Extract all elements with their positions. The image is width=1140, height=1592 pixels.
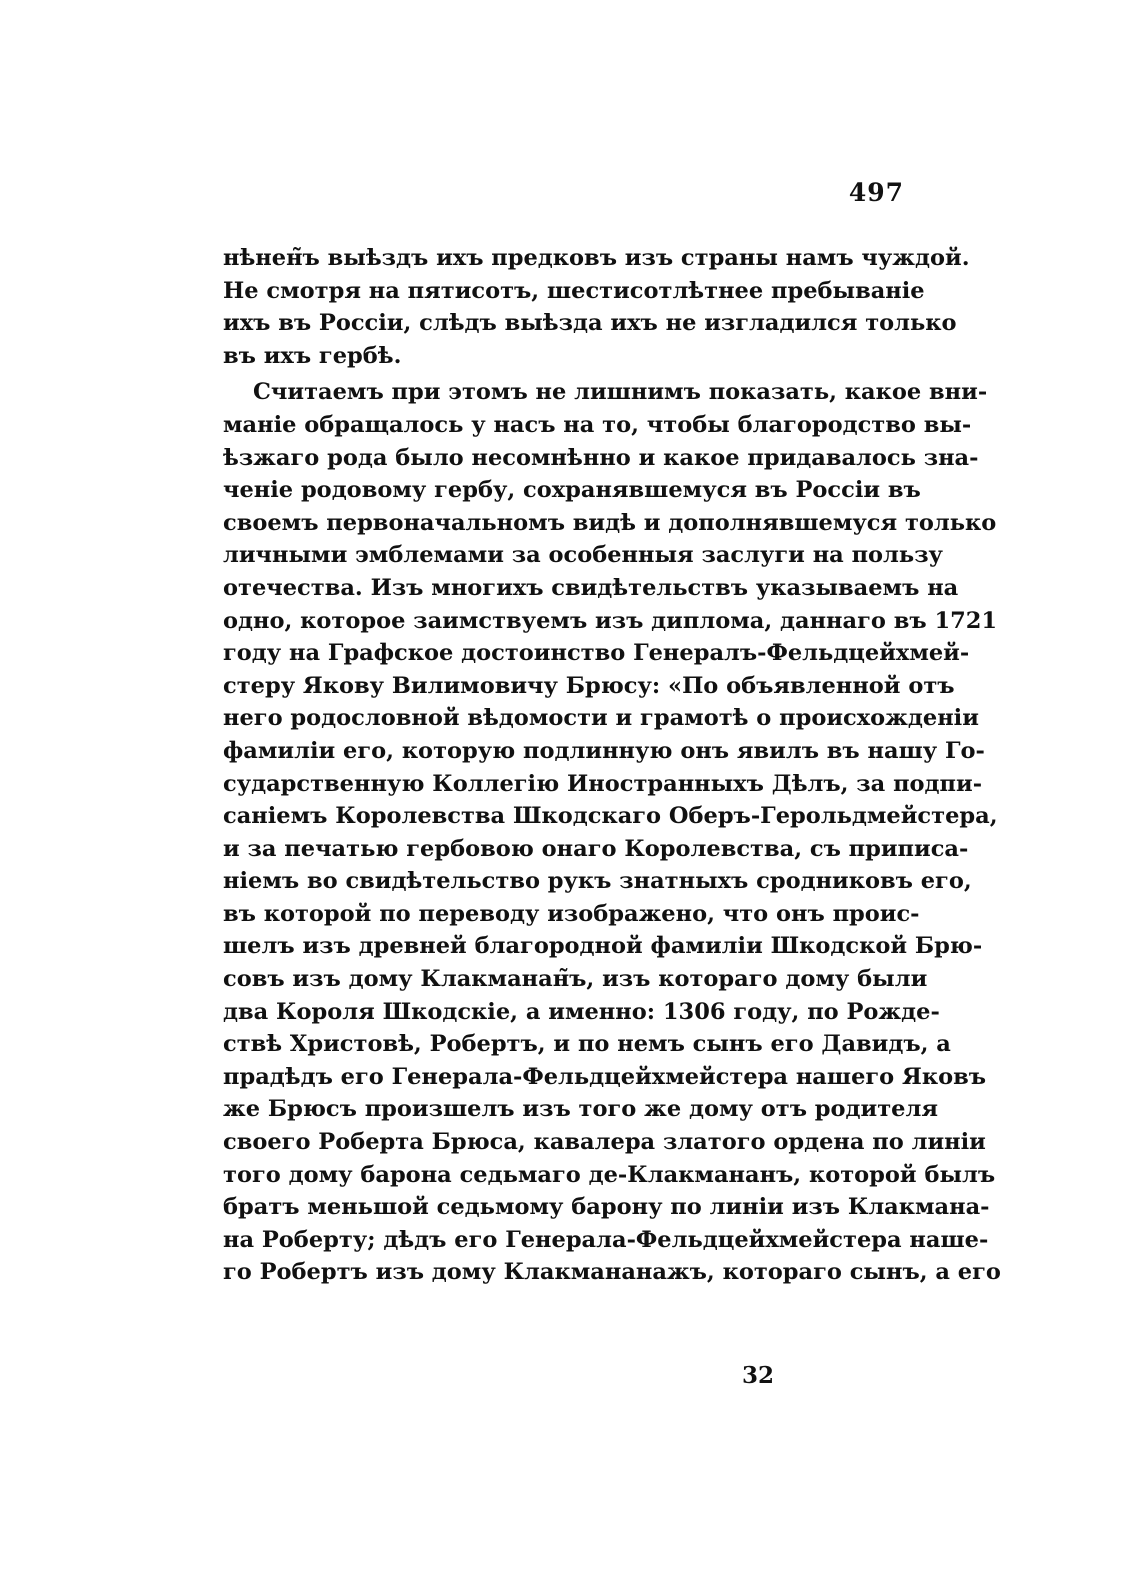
text-line: два Короля Шкодскіе, а именно: 1306 году, по Рожде-: [223, 998, 940, 1025]
text-line: саніемъ Королевства Шкодскаго Оберъ-Герольдмейстера,: [223, 803, 998, 830]
text-line: году на Графское достоинство Генералъ-Фельдцейхмей-: [223, 640, 970, 667]
paragraph-1: [223, 242, 970, 372]
text-line: сударственную Коллегію Иностранныхъ Дѣлъ, за подпи-: [223, 770, 983, 797]
paragraph-2: [223, 376, 1001, 1289]
text-line: стеру Якову Вилимовичу Брюсу: «По объявленной отъ: [223, 672, 955, 699]
signature-mark: 32: [742, 1362, 775, 1389]
text-line: ихъ въ Россіи, слѣдъ выѣзда ихъ не изгладился только: [223, 310, 957, 337]
text-line: того дому барона седьмаго де-Клакмананъ, которой былъ: [223, 1161, 996, 1188]
text-line: Считаемъ при этомъ не лишнимъ показать, какое вни-: [253, 379, 988, 406]
text-line: ченіе родовому гербу, сохранявшемуся въ Россіи въ: [223, 477, 921, 504]
text-line: совъ изъ дому Клакманан̃ъ, изъ котораго дому были: [223, 966, 928, 993]
text-line: него родословной вѣдомости и грамотѣ о происхожденіи: [223, 705, 979, 732]
text-line: своемъ первоначальномъ видѣ и дополнявшемуся только: [223, 509, 997, 536]
text-line: шелъ изъ древней благородной фамиліи Шкодской Брю-: [223, 933, 983, 960]
text-line: маніе обращалось у насъ на то, чтобы благородство вы-: [223, 411, 972, 438]
text-line: одно, которое заимствуемъ изъ диплома, даннаго въ 1721: [223, 607, 998, 634]
body-text: [223, 242, 1001, 1289]
page-number: 497: [848, 178, 904, 207]
text-line: въ которой по переводу изображено, что онъ проис-: [223, 900, 920, 927]
text-line: прадѣдъ его Генерала-Фельдцейхмейстера нашего Яковъ: [223, 1063, 987, 1090]
text-line: личными эмблемами за особенныя заслуги на пользу: [223, 542, 943, 569]
text-line: ствѣ Христовѣ, Робертъ, и по немъ сынъ его Давидъ, а: [223, 1031, 951, 1058]
text-line: въ ихъ гербѣ.: [223, 342, 402, 369]
text-line: нѣнен̃ъ выѣздъ ихъ предковъ изъ страны намъ чуждой.: [223, 245, 970, 271]
text-line: своего Роберта Брюса, кавалера златого ордена по линіи: [223, 1129, 986, 1156]
text-line: ніемъ во свидѣтельство рукъ знатныхъ сродниковъ его,: [223, 868, 972, 895]
text-line: и за печатью гербовою онаго Королевства, съ приписа-: [223, 835, 969, 862]
text-line: братъ меньшой седьмому барону по линіи изъ Клакмана-: [223, 1194, 990, 1221]
text-line: Не смотря на пятисотъ, шестисотлѣтнее пребываніе: [223, 277, 925, 304]
text-line: фамиліи его, которую подлинную онъ явилъ въ нашу Го-: [223, 737, 985, 764]
text-line: го Робертъ изъ дому Клакмананажъ, котораго сынъ, а его: [223, 1259, 1001, 1286]
text-line: на Роберту; дѣдъ его Генерала-Фельдцейхмейстера наше-: [223, 1226, 989, 1253]
text-line: отечества. Изъ многихъ свидѣтельствъ указываемъ на: [223, 574, 959, 601]
text-line: ѣзжаго рода было несомнѣнно и какое придавалось зна-: [223, 444, 979, 471]
text-line: же Брюсъ произшелъ изъ того же дому отъ родителя: [223, 1096, 938, 1123]
